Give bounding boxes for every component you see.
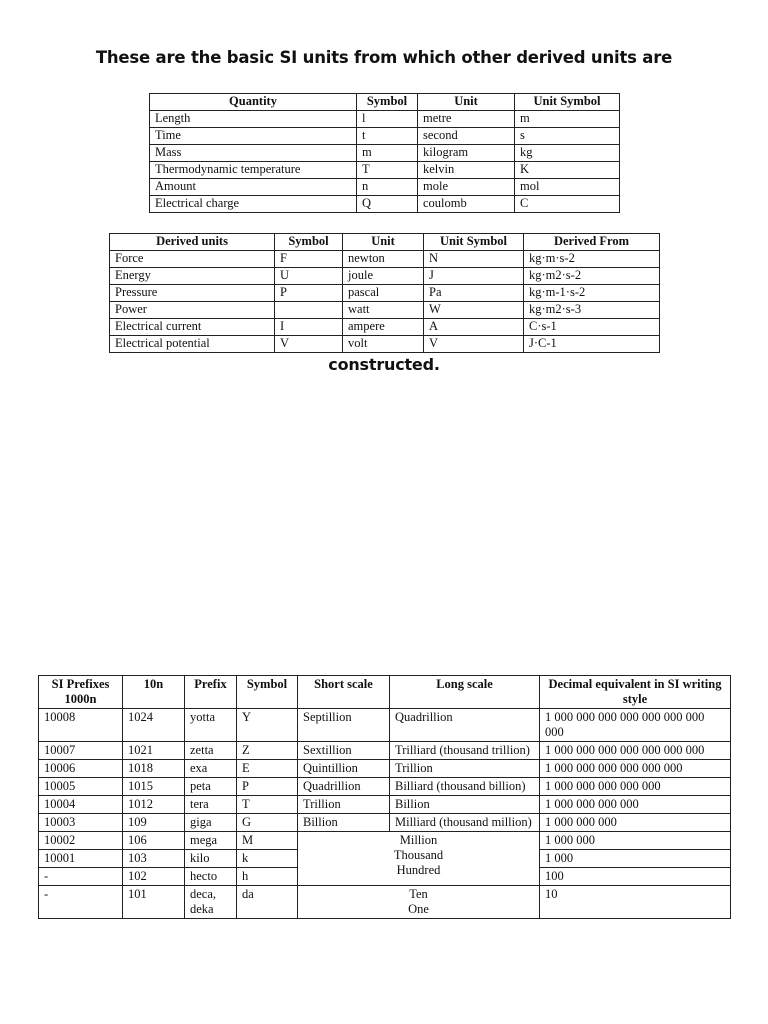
table-cell: F [275,251,343,268]
table-cell: Quadrillion [390,709,540,742]
table-cell: Milliard (thousand million) [390,814,540,832]
table-header-row [39,676,731,709]
table-cell: yotta [185,709,237,742]
table-cell: Billion [390,796,540,814]
table-cell: P [237,778,298,796]
table-cell: G [237,814,298,832]
column-header: Derived units [110,234,275,251]
table-cell: Energy [110,268,275,285]
table-cell: tera [185,796,237,814]
table-cell: C·s-1 [524,319,660,336]
table-cell: coulomb [418,196,515,213]
table-cell: kilogram [418,145,515,162]
page-heading-continuation: constructed. [328,355,440,374]
table-cell: Pressure [110,285,275,302]
table-row [150,162,620,179]
table-cell: Trillion [298,796,390,814]
table-cell: 1 000 000 000 000 000 000 000 000 [540,709,731,742]
table-row [39,814,731,832]
table-cell: 10 [540,886,731,919]
table-cell: metre [418,111,515,128]
table-cell: pascal [343,285,424,302]
column-header: Unit Symbol [515,94,620,111]
table-cell: Quintillion [298,760,390,778]
scale-label: Thousand [393,848,444,862]
table-cell: ampere [343,319,424,336]
table-cell: 1 000 000 000 000 [540,796,731,814]
table-cell: Force [110,251,275,268]
table-cell: Septillion [298,709,390,742]
column-header: Symbol [237,676,298,709]
table-row [150,179,620,196]
table-row [39,760,731,778]
table-header-row [150,94,620,111]
table-cell: P [275,285,343,302]
merged-scale-cell [298,886,540,919]
scale-label: Ten [409,887,428,901]
table-cell: Electrical charge [150,196,357,213]
table-cell: kg·m2·s-3 [524,302,660,319]
table-cell: Billion [298,814,390,832]
column-header: Derived From [524,234,660,251]
column-header: Prefix [185,676,237,709]
table-cell: Billiard (thousand billion) [390,778,540,796]
derived-units-table [109,233,660,353]
table-cell: volt [343,336,424,353]
table-cell [275,302,343,319]
table-cell: E [237,760,298,778]
table-cell: I [275,319,343,336]
scale-label: Hundred [396,863,441,877]
table-cell: joule [343,268,424,285]
table-cell: 10007 [39,742,123,760]
table-cell: 1 000 000 000 [540,814,731,832]
table-cell: K [515,162,620,179]
table-cell: 1 000 000 000 000 000 [540,778,731,796]
column-header: Short scale [298,676,390,709]
table-cell: Length [150,111,357,128]
table-cell: m [515,111,620,128]
table-cell: kelvin [418,162,515,179]
table-cell: J·C-1 [524,336,660,353]
table-row [110,285,660,302]
table-cell: Electrical potential [110,336,275,353]
table-cell: 1024 [123,709,185,742]
table-row [110,319,660,336]
table-cell: 1 000 000 [540,832,731,850]
table-cell: deca, deka [185,886,237,919]
table-cell: - [39,886,123,919]
table-cell: Time [150,128,357,145]
table-cell: m [357,145,418,162]
table-cell: T [237,796,298,814]
table-cell: 10001 [39,850,123,868]
table-cell: T [357,162,418,179]
table-cell: - [39,868,123,886]
table-cell: Trillion [390,760,540,778]
table-header-row [110,234,660,251]
table-cell: 1012 [123,796,185,814]
column-header: Unit [343,234,424,251]
table-cell: Sextillion [298,742,390,760]
scale-label: Million [399,833,438,847]
table-cell: U [275,268,343,285]
table-cell: Amount [150,179,357,196]
table-cell: 1015 [123,778,185,796]
table-cell: Thermodynamic temperature [150,162,357,179]
table-cell: s [515,128,620,145]
column-header: Unit [418,94,515,111]
table-cell: 10004 [39,796,123,814]
table-cell: kg·m-1·s-2 [524,285,660,302]
table-cell: kilo [185,850,237,868]
merged-scale-cell [298,832,540,886]
column-header: Unit Symbol [424,234,524,251]
table-cell: kg·m·s-2 [524,251,660,268]
table-cell: n [357,179,418,196]
table-cell: second [418,128,515,145]
table-cell: mole [418,179,515,196]
table-cell: 100 [540,868,731,886]
table-row [39,796,731,814]
table-cell: 10008 [39,709,123,742]
page-heading: These are the basic SI units from which other derived units are [95,48,673,67]
table-cell: Trilliard (thousand trillion) [390,742,540,760]
table-row [110,302,660,319]
table-cell: 102 [123,868,185,886]
table-cell: 10006 [39,760,123,778]
column-header: SI Prefixes 1000n [39,676,123,709]
column-header: 10n [123,676,185,709]
table-cell: Z [237,742,298,760]
column-header: Decimal equivalent in SI writing style [540,676,731,709]
table-row [150,111,620,128]
table-cell: Quadrillion [298,778,390,796]
table-row [39,886,731,919]
table-row [110,336,660,353]
table-cell: A [424,319,524,336]
table-cell: Electrical current [110,319,275,336]
table-cell: peta [185,778,237,796]
table-cell: Pa [424,285,524,302]
table-cell: N [424,251,524,268]
table-cell: M [237,832,298,850]
table-cell: newton [343,251,424,268]
table-cell: h [237,868,298,886]
table-cell: t [357,128,418,145]
table-row [150,196,620,213]
table-cell: 103 [123,850,185,868]
table-cell: 10002 [39,832,123,850]
table-cell: Y [237,709,298,742]
table-row [110,268,660,285]
table-row [39,709,731,742]
table-row [39,778,731,796]
table-cell: kg·m2·s-2 [524,268,660,285]
table-cell: l [357,111,418,128]
table-cell: 1 000 [540,850,731,868]
si-prefixes-table [38,675,731,919]
table-cell: giga [185,814,237,832]
table-cell: k [237,850,298,868]
table-cell: J [424,268,524,285]
table-cell: kg [515,145,620,162]
table-cell: zetta [185,742,237,760]
table-row [150,128,620,145]
table-cell: 1 000 000 000 000 000 000 [540,760,731,778]
column-header: Symbol [357,94,418,111]
column-header: Symbol [275,234,343,251]
table-cell: Q [357,196,418,213]
table-cell: 1 000 000 000 000 000 000 000 [540,742,731,760]
table-row [110,251,660,268]
table-cell: 10005 [39,778,123,796]
table-cell: 1018 [123,760,185,778]
table-cell: Power [110,302,275,319]
table-cell: hecto [185,868,237,886]
table-cell: mol [515,179,620,196]
table-cell: watt [343,302,424,319]
table-cell: C [515,196,620,213]
table-cell: 106 [123,832,185,850]
table-row [39,742,731,760]
table-row [39,832,731,850]
table-cell: Mass [150,145,357,162]
table-cell: V [424,336,524,353]
base-units-table [149,93,620,213]
table-cell: 101 [123,886,185,919]
table-cell: da [237,886,298,919]
table-cell: V [275,336,343,353]
column-header: Quantity [150,94,357,111]
table-cell: 1021 [123,742,185,760]
column-header: Long scale [390,676,540,709]
table-cell: 10003 [39,814,123,832]
table-cell: exa [185,760,237,778]
table-cell: 109 [123,814,185,832]
table-cell: W [424,302,524,319]
table-row [150,145,620,162]
scale-label: One [408,902,429,916]
table-cell: mega [185,832,237,850]
